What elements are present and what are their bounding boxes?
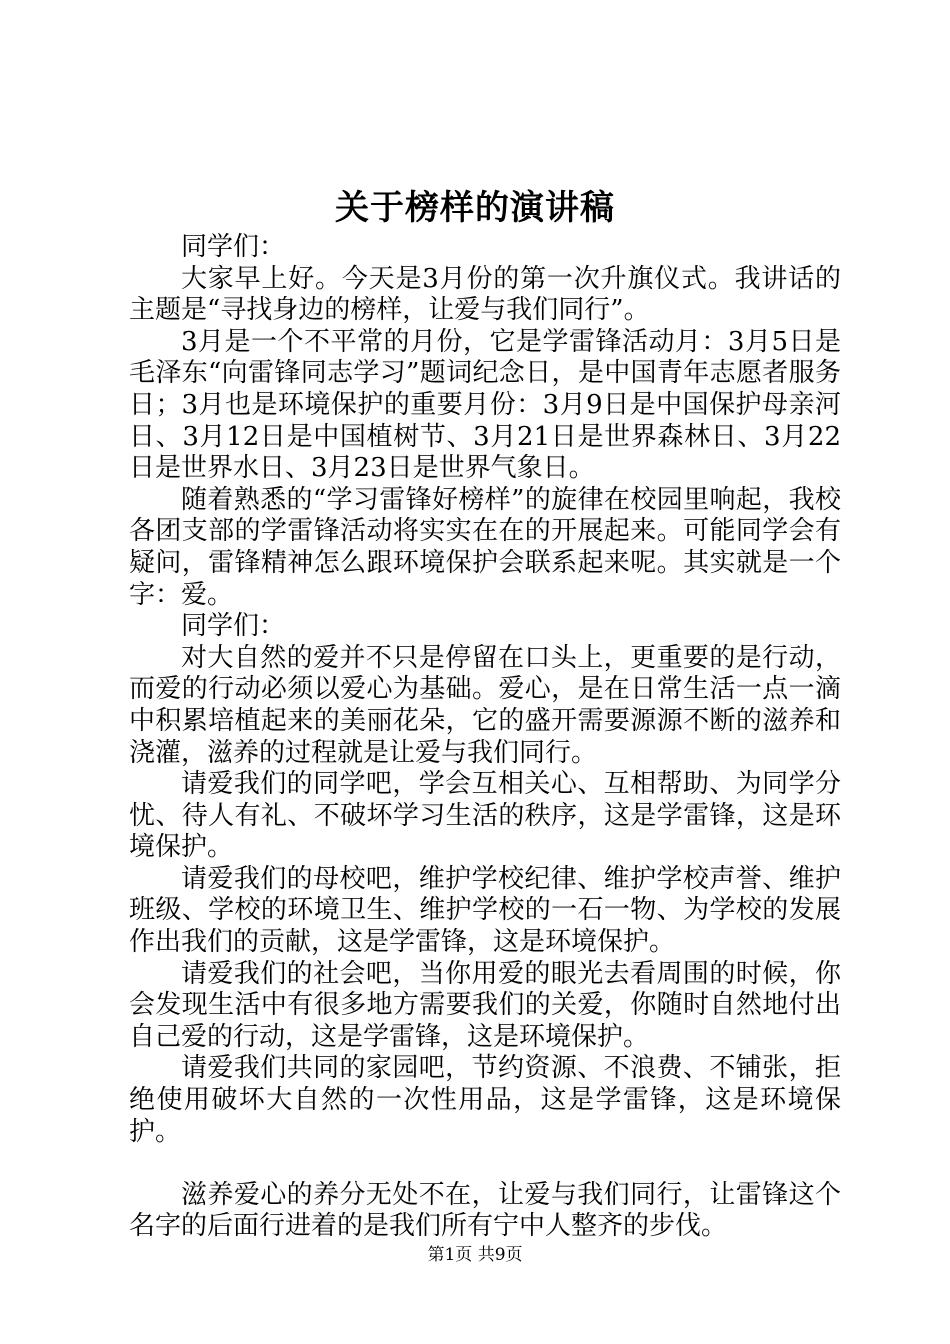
paragraph: 大家早上好。今天是3月份的第一次升旗仪式。我讲话的主题是“寻找身边的榜样，让爱与我们同行”。 <box>129 263 841 326</box>
paragraph: 请爱我们的母校吧，维护学校纪律、维护学校声誉、维护班级、学校的环境卫生、维护学校的一石一物、为学校的发展作出我们的贡献，这是学雷锋，这是环境保护。 <box>129 863 841 958</box>
paragraph: 请爱我们的社会吧，当你用爱的眼光去看周围的时候，你会发现生活中有很多地方需要我们的关爱，你随时自然地付出自己爱的行动，这是学雷锋，这是环境保护。 <box>129 958 841 1052</box>
paragraph: 对大自然的爱并不只是停留在口头上，更重要的是行动，而爱的行动必须以爱心为基础。爱心，是在日常生活一点一滴中积累培植起来的美丽花朵，它的盛开需要源源不断的滋养和浇灌，滋养的过程就是让爱与我们同行。 <box>129 642 841 768</box>
document-title: 关于榜样的演讲稿 <box>335 188 615 228</box>
paragraph: 3月是一个不平常的月份，它是学雷锋活动月：3月5日是毛泽东“向雷锋同志学习”题词纪念日，是中国青年志愿者服务日；3月也是环境保护的重要月份：3月9日是中国保护母亲河日、3月12日是中国植树节、3月21日是世界森林日、3月22日是世界水日、3月23日是世界气象日。 <box>129 326 841 484</box>
paragraph: 请爱我们共同的家园吧，节约资源、不浪费、不铺张，拒绝使用破坏大自然的一次性用品，这是学雷锋，这是环境保护。 <box>129 1053 841 1147</box>
page-footer: 第1页 共9页 <box>427 1245 523 1265</box>
paragraph: 随着熟悉的“学习雷锋好榜样”的旋律在校园里响起，我校各团支部的学雷锋活动将实实在在的开展起来。可能同学会有疑问，雷锋精神怎么跟环境保护会联系起来呢。其实就是一个字：爱。 <box>129 484 841 610</box>
paragraph-greeting: 同学们： <box>181 232 286 262</box>
paragraph: 请爱我们的同学吧，学会互相关心、互相帮助、为同学分忧、待人有礼、不破坏学习生活的秩序，这是学雷锋，这是环境保护。 <box>129 769 841 863</box>
paragraph-spacer <box>129 1148 841 1180</box>
paragraph-greeting: 同学们： <box>181 611 286 642</box>
paragraph: 滋养爱心的养分无处不在，让爱与我们同行，让雷锋这个名字的后面行进着的是我们所有宁中人整齐的步伐。 <box>129 1179 841 1242</box>
document-body <box>129 232 841 1243</box>
